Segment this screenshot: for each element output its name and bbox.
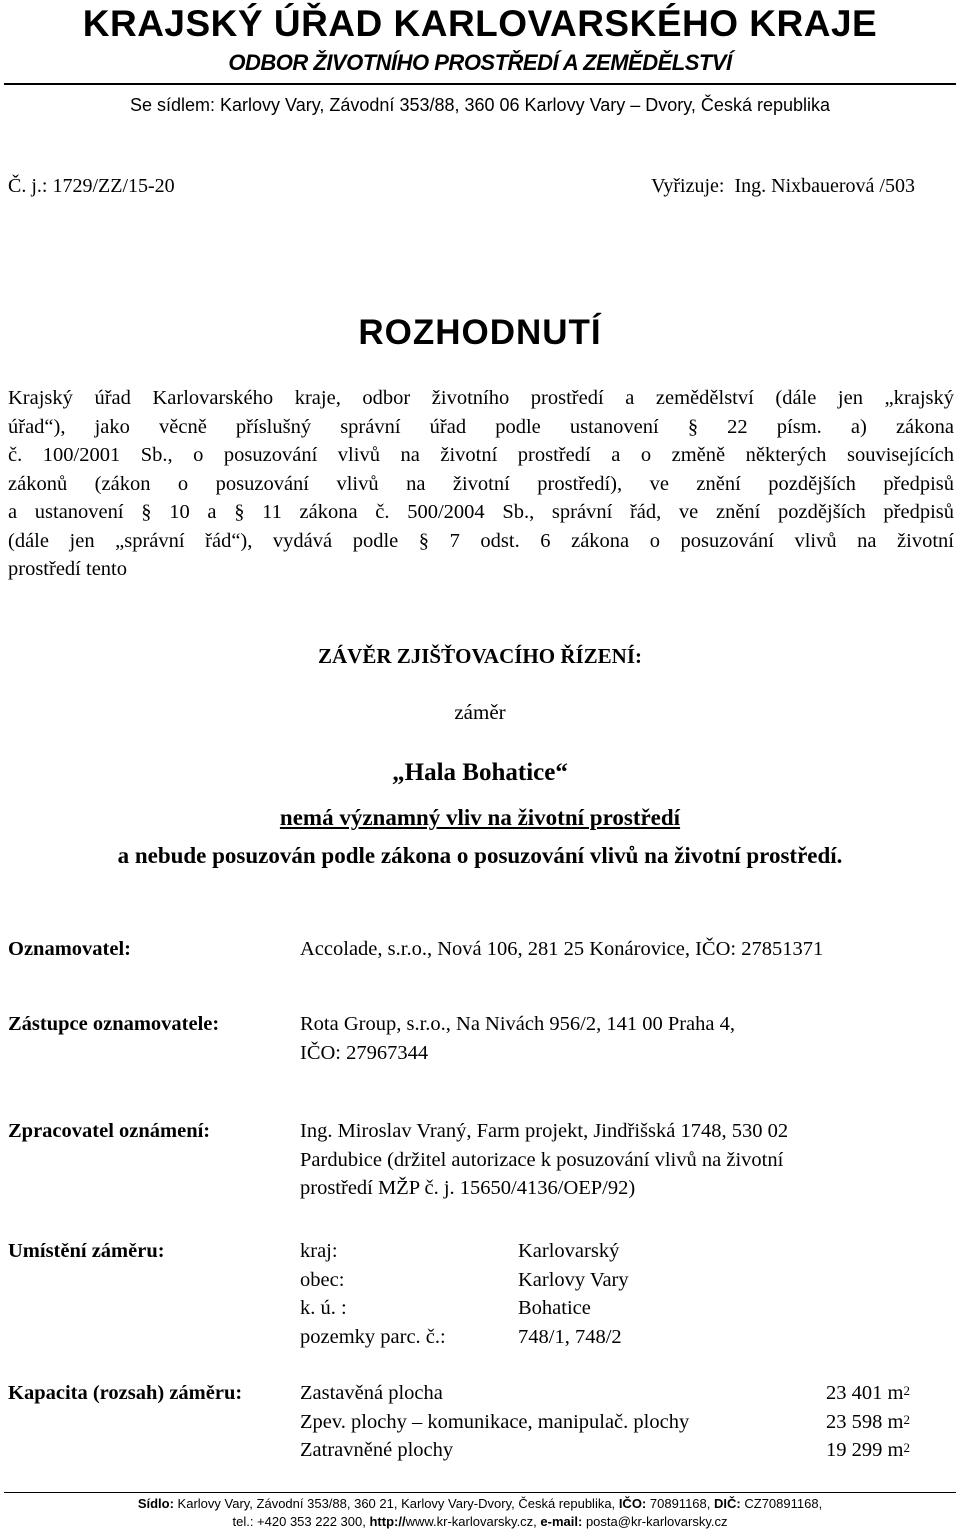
capacity-item: Zatravněné plochy	[300, 1439, 454, 1461]
website-link[interactable]: http://	[369, 1514, 406, 1529]
department-subtitle: ODBOR ŽIVOTNÍHO PROSTŘEDÍ A ZEMĚDĚLSTVÍ	[228, 50, 732, 75]
footer-contacts: tel.: +420 353 222 300, http://www.kr-karlovarsky.cz, e-mail: posta@kr-karlovarsky.cz	[232, 1514, 728, 1529]
intro-line: a ustanovení § 10 a § 11 zákona č. 500/2004 Sb., správní řád, ve znění pozdějších předpisů	[8, 501, 954, 523]
verdict-detail: a nebude posuzován podle zákona o posuzování vlivů na životní prostředí.	[117, 843, 843, 868]
file-number: Č. j.: 1729/ZZ/15-20	[8, 175, 175, 197]
location-value: Bohatice	[518, 1297, 591, 1319]
representative-line: IČO: 27967344	[300, 1041, 429, 1064]
header-divider	[4, 83, 956, 85]
processor-line: Ing. Miroslav Vraný, Farm projekt, Jindřišská 1748, 530 02	[300, 1120, 789, 1142]
processor-value	[300, 1117, 955, 1203]
location-key: k. ú. :	[300, 1297, 347, 1319]
representative-label: Zástupce oznamovatele:	[8, 1013, 220, 1035]
location-key: obec:	[300, 1268, 345, 1291]
footer-divider	[4, 1492, 956, 1493]
intro-line: úřad“), jako věcně příslušný správní úřad podle ustanovení § 22 písm. a) zákona	[8, 415, 954, 438]
location-key: kraj:	[300, 1240, 338, 1262]
verdict-main: nemá významný vliv na životní prostředí	[279, 805, 681, 830]
footer-seat: Sídlo: Karlovy Vary, Závodní 353/88, 360 21, Karlovy Vary-Dvory, Česká republika, IČO: 70891168, DIČ: CZ70891168,	[137, 1496, 823, 1511]
location-key: pozemky parc. č.:	[300, 1325, 446, 1348]
capacity-value: 23 598 $m^2$	[826, 1410, 910, 1433]
location-label: Umístění záměru:	[8, 1240, 165, 1262]
capacity-items	[300, 1379, 689, 1465]
processor-label: Zpracovatel oznámení:	[8, 1120, 211, 1142]
intro-line: zákonů (zákon o posuzování vlivů na životní prostředí), ve znění pozdějších předpisů	[8, 472, 954, 495]
processor-line: Pardubice (držitel autorizace k posuzování vlivů na životní	[300, 1148, 784, 1171]
location-value: Karlovarský	[518, 1240, 620, 1262]
project-name: „Hala Bohatice“	[392, 759, 568, 786]
capacity-item: Zpev. plochy – komunikace, manipulač. plochy	[300, 1410, 690, 1433]
representative-value	[300, 1010, 955, 1067]
intro-line: Krajský úřad Karlovarského kraje, odbor životního prostředí a zemědělství (dále jen „krajský	[8, 387, 954, 409]
capacity-value: 19 299 $m^2$	[826, 1439, 910, 1461]
intro-line: (dále jen „správní řád“), vydává podle § 7 odst. 6 zákona o posuzování vlivů na životní	[8, 529, 954, 552]
authority-title: KRAJSKÝ ÚŘAD KARLOVARSKÉHO KRAJE	[82, 3, 878, 44]
processor-line: prostředí MŽP č. j. 15650/4136/OEP/92)	[300, 1177, 636, 1199]
email-link[interactable]: posta@kr-karlovarsky.cz	[585, 1514, 728, 1529]
location-value: 748/1, 748/2	[518, 1325, 622, 1348]
website-url[interactable]: www.kr-karlovarsky.cz,	[405, 1514, 537, 1529]
representative-line: Rota Group, s.r.o., Na Nivách 956/2, 141 00 Praha 4,	[300, 1013, 735, 1035]
conclusion-heading: ZÁVĚR ZJIŠŤOVACÍHO ŘÍZENÍ:	[317, 644, 643, 668]
conclusion-label: záměr	[454, 700, 506, 724]
location-keys	[300, 1237, 446, 1351]
location-value: Karlovy Vary	[518, 1268, 629, 1291]
notifier-value: Accolade, s.r.o., Nová 106, 281 25 Konárovice, IČO: 27851371	[300, 938, 824, 960]
capacity-value: 23 401 $m^2$	[826, 1382, 910, 1404]
capacity-item: Zastavěná plocha	[300, 1382, 443, 1404]
intro-line: prostředí tento	[8, 558, 127, 580]
capacity-label: Kapacita (rozsah) záměru:	[8, 1382, 243, 1404]
intro-line: č. 100/2001 Sb., o posuzování vlivů na životní prostředí a o změně některých souvisejících	[8, 444, 954, 466]
location-values	[518, 1237, 629, 1351]
notifier-label: Oznamovatel:	[8, 938, 131, 960]
seat-address: Se sídlem: Karlovy Vary, Závodní 353/88, 360 06 Karlovy Vary – Dvory, Česká republika	[130, 95, 830, 115]
intro-paragraph	[8, 384, 954, 584]
document-title: ROZHODNUTÍ	[358, 313, 602, 352]
handled-by: Vyřizuje: Ing. Nixbauerová /503	[651, 175, 915, 197]
capacity-values	[782, 1379, 910, 1465]
